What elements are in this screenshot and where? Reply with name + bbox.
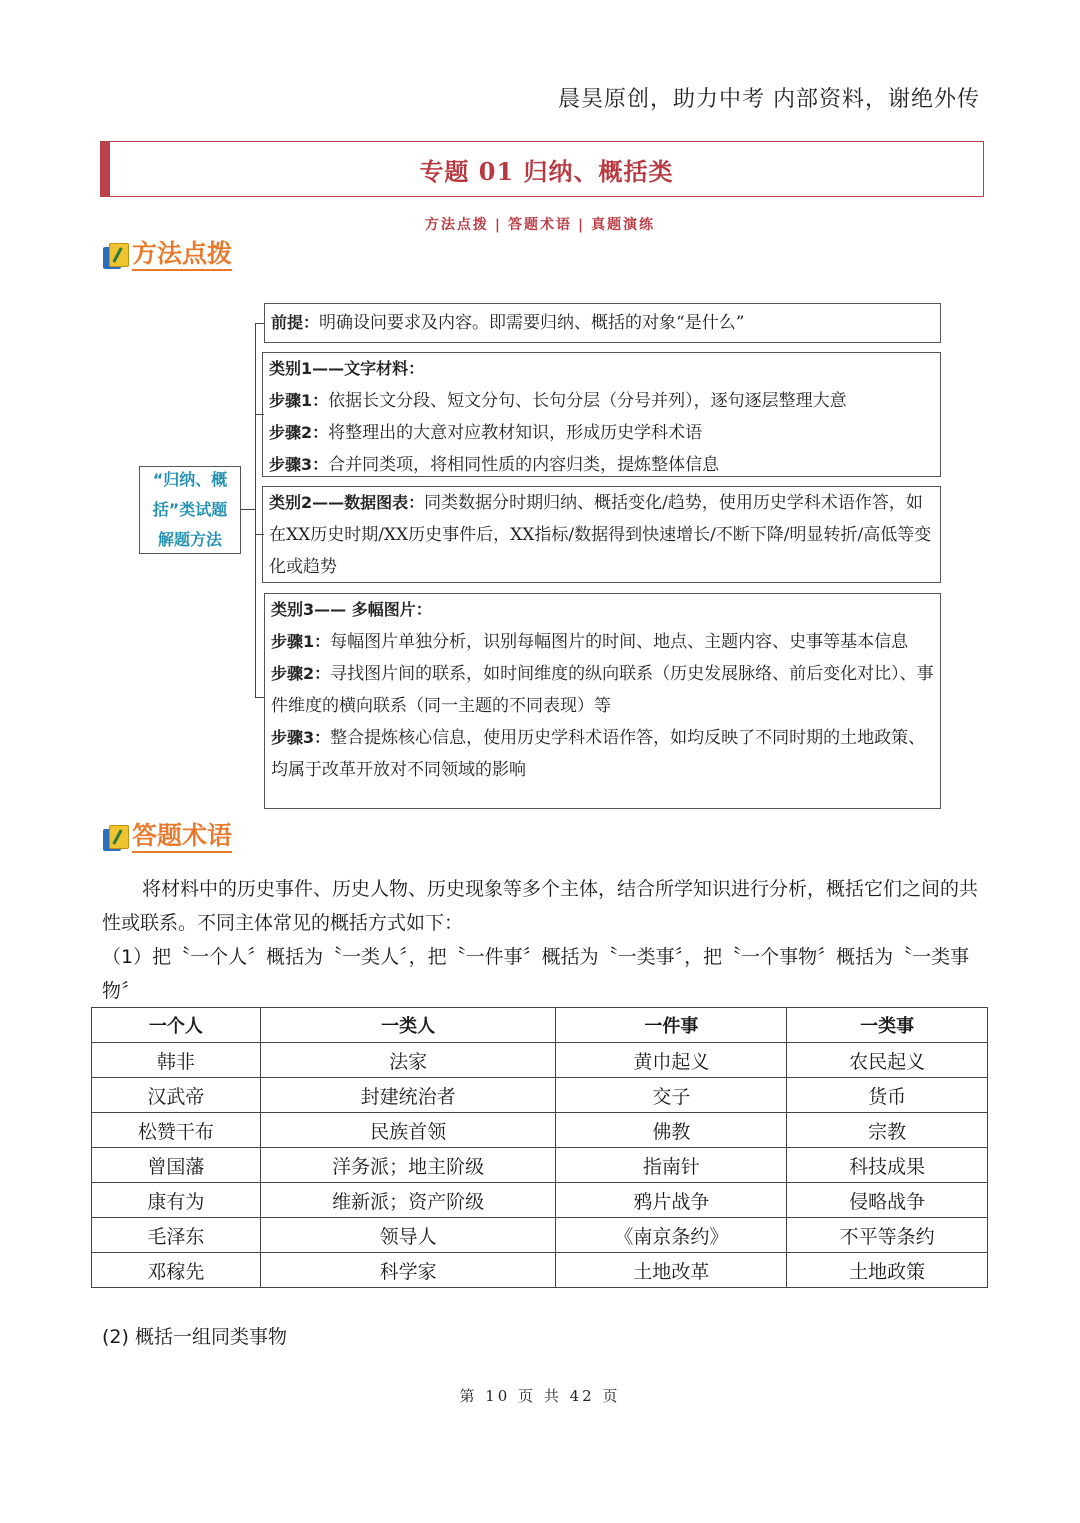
table-cell: 毛泽东: [92, 1218, 261, 1253]
cat3-step3-label: 步骤3：: [271, 728, 331, 747]
category1-box: [262, 352, 941, 477]
table-row: [92, 1183, 988, 1218]
center-line-3: 解题方法: [157, 530, 222, 549]
col-header: 一件事: [556, 1008, 787, 1043]
table-cell: 佛教: [556, 1113, 787, 1148]
cat1-step2-label: 步骤2：: [269, 423, 329, 442]
section-title: 方法点拨: [132, 240, 232, 271]
table-cell: 曾国藩: [92, 1148, 261, 1183]
table-row: [92, 1253, 988, 1288]
premise-label: 前提：: [271, 313, 320, 332]
section-heading-terms: [103, 822, 232, 853]
cat2-heading: 类别2——数据图表：: [269, 493, 425, 512]
table-cell: 科技成果: [787, 1148, 988, 1183]
mindmap-center-node: [139, 466, 241, 554]
table-cell: 康有为: [92, 1183, 261, 1218]
table-cell: 领导人: [260, 1218, 556, 1253]
category3-box: [264, 593, 941, 809]
cat3-heading: 类别3—— 多幅图片：: [271, 600, 432, 619]
premise-text: 明确设问要求及内容。即需要归纳、概括的对象“是什么”: [319, 313, 745, 333]
page-title: 专题 01 归纳、概括类: [100, 141, 984, 197]
col-header: 一类事: [787, 1008, 988, 1043]
nav-item-method[interactable]: 方法点拨: [424, 217, 489, 233]
table-cell: 邓稼先: [92, 1253, 261, 1288]
connector-line: [241, 509, 255, 510]
book-pencil-icon: [103, 825, 129, 853]
table-cell: 货币: [787, 1078, 988, 1113]
table-row: [92, 1043, 988, 1078]
table-cell: 民族首领: [260, 1113, 556, 1148]
table-cell: 鸦片战争: [556, 1183, 787, 1218]
table-cell: 宗教: [787, 1113, 988, 1148]
table-cell: 维新派；资产阶级: [260, 1183, 556, 1218]
table-cell: 土地改革: [556, 1253, 787, 1288]
header-note: 晨昊原创，助力中考 内部资料，谢绝外传: [558, 87, 980, 112]
point-1: （1）把〝一个人〞概括为〝一类人〞，把〝一件事〞概括为〝一类事〞，把〝一个事物〞概括为〝一类事物〞: [102, 946, 970, 1002]
table-row: [92, 1148, 988, 1183]
cat1-step2-text: 将整理出的大意对应教材知识，形成历史学科术语: [328, 423, 703, 443]
cat1-step3-text: 合并同类项，将相同性质的内容归类，提炼整体信息: [328, 455, 720, 475]
cat1-step1-label: 步骤1：: [269, 391, 329, 410]
table-cell: 洋务派；地主阶级: [260, 1148, 556, 1183]
cat3-step1-text: 每幅图片单独分析，识别每幅图片的时间、地点、主题内容、史事等基本信息: [330, 632, 909, 652]
section-title: 答题术语: [132, 822, 232, 853]
table-cell: 科学家: [260, 1253, 556, 1288]
table-cell: 韩非: [92, 1043, 261, 1078]
premise-box: [264, 303, 941, 343]
table-cell: 不平等条约: [787, 1218, 988, 1253]
nav-item-terms[interactable]: 答题术语: [508, 217, 572, 233]
table-cell: 松赞干布: [92, 1113, 261, 1148]
table-cell: 封建统治者: [260, 1078, 556, 1113]
bracket-tick: [255, 323, 264, 324]
table-header-row: [92, 1008, 988, 1043]
cat3-step2-label: 步骤2：: [271, 664, 331, 683]
bracket-tick: [255, 697, 264, 698]
cat1-step3-label: 步骤3：: [269, 455, 329, 474]
cat1-heading: 类别1——文字材料：: [269, 359, 425, 378]
book-pencil-icon: [103, 243, 129, 271]
intro-paragraph: 将材料中的历史事件、历史人物、历史现象等多个主体，结合所学知识进行分析，概括它们之间的共性或联系。不同主体常见的概括方式如下：: [102, 878, 979, 934]
bracket-vertical: [255, 323, 256, 698]
section-nav: 方法点拨 | 答题术语 | 真题演练: [424, 217, 656, 233]
table-cell: 交子: [556, 1078, 787, 1113]
table-cell: 《南京条约》: [556, 1218, 787, 1253]
category2-box: [262, 486, 941, 583]
nav-item-practice[interactable]: 真题演练: [591, 217, 656, 233]
cat3-step2-text: 寻找图片间的联系，如时间维度的纵向联系（历史发展脉络、前后变化对比）、事件维度的横向联系（同一主题的不同表现）等: [271, 664, 934, 716]
table-cell: 土地政策: [787, 1253, 988, 1288]
point-2: (2) 概括一组同类事物: [102, 1326, 287, 1348]
section-heading-method: [103, 240, 232, 271]
col-header: 一类人: [260, 1008, 556, 1043]
table-row: [92, 1218, 988, 1253]
table-row: [92, 1113, 988, 1148]
classification-table: [91, 1007, 988, 1288]
cat1-step1-text: 依据长文分段、短文分句、长句分层（分号并列），逐句逐层整理大意: [328, 391, 847, 411]
center-line-2: 括”类试题: [152, 500, 228, 519]
table-cell: 侵略战争: [787, 1183, 988, 1218]
cat3-step3-text: 整合提炼核心信息，使用历史学科术语作答，如均反映了不同时期的土地政策、均属于改革开放对不同领域的影响: [271, 728, 926, 780]
table-cell: 汉武帝: [92, 1078, 261, 1113]
page-footer: 第 10 页 共 42 页: [459, 1387, 621, 1405]
center-line-1: “归纳、概: [152, 470, 228, 489]
table-cell: 农民起义: [787, 1043, 988, 1078]
col-header: 一个人: [92, 1008, 261, 1043]
table-cell: 法家: [260, 1043, 556, 1078]
cat2-text: 同类数据分时期归纳、概括变化/趋势，使用历史学科术语作答，如在XX历史时期/XX历史事件后，XX指标/数据得到快速增长/不断下降/明显转折/高低等变化或趋势: [269, 493, 932, 577]
table-cell: 指南针: [556, 1148, 787, 1183]
cat3-step1-label: 步骤1：: [271, 632, 331, 651]
table-row: [92, 1078, 988, 1113]
table-cell: 黄巾起义: [556, 1043, 787, 1078]
